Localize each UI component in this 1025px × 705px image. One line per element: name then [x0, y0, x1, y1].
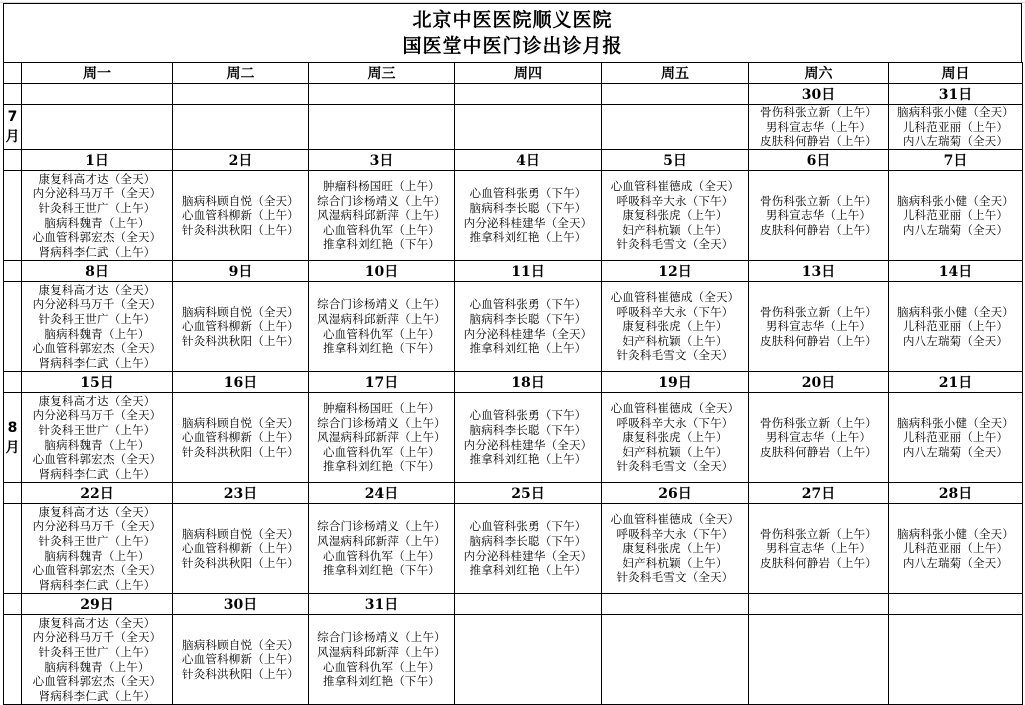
- doctor-schedule-entry: 呼吸科辛大永（下午）: [616, 526, 734, 541]
- doctor-schedule-entry: 综合门诊杨靖义（上午）: [317, 519, 446, 534]
- schedule-cell: [173, 171, 309, 261]
- date-cell: 9日: [173, 261, 309, 282]
- date-cell: [455, 594, 602, 615]
- doctor-schedule-entry: 综合门诊杨靖义（上午）: [317, 193, 446, 208]
- schedule-cell: [173, 393, 309, 483]
- schedule-row: [4, 282, 1023, 372]
- date-cell: 17日: [309, 372, 455, 393]
- doctor-schedule-entry: 内分泌科桂建华（全天）: [463, 437, 593, 452]
- doctor-schedule-entry: 康复科高才达（全天）: [38, 504, 156, 519]
- doctor-schedule-entry: 肾病科李仁武（上午）: [38, 355, 156, 370]
- doctor-schedule-entry: 推拿科刘红艳（上午）: [469, 341, 587, 356]
- doctor-schedule-entry: 推拿科刘红艳（上午）: [469, 452, 587, 467]
- date-cell: 25日: [455, 483, 602, 504]
- month-gutter: [4, 150, 22, 171]
- doctor-schedule-entry: 心血管科崔德成（全天）: [610, 290, 740, 305]
- doctor-schedule-entry: 脑病科张小健（全天）: [897, 415, 1014, 430]
- date-cell: 7日: [889, 150, 1023, 171]
- month-gutter: [4, 171, 22, 261]
- date-cell: [749, 594, 889, 615]
- doctor-schedule-entry: 风湿病科邱新萍（上午）: [317, 533, 446, 548]
- doctor-schedule-entry: 脑病科张小健（全天）: [897, 193, 1014, 208]
- doctor-schedule-entry: 内分泌科桂建华（全天）: [463, 215, 593, 230]
- schedule-row: [4, 105, 1023, 150]
- doctor-schedule-entry: 儿科范亚丽（上午）: [902, 319, 1009, 334]
- weekday-header-row: [4, 63, 1023, 84]
- doctor-schedule-entry: 皮肤科何静岩（上午）: [760, 333, 877, 348]
- schedule-cell: [22, 171, 173, 261]
- doctor-schedule-entry: 心血管科柳新（上午）: [182, 541, 299, 556]
- date-cell: 8日: [22, 261, 173, 282]
- doctor-schedule-entry: 康复科高才达（全天）: [38, 393, 156, 408]
- date-cell: 20日: [749, 372, 889, 393]
- doctor-schedule-entry: 骨伤科张立新（上午）: [760, 415, 877, 430]
- month-gutter: [4, 483, 22, 504]
- doctor-schedule-entry: 心血管科崔德成（全天）: [610, 179, 740, 194]
- doctor-schedule-entry: 脑病科张小健（全天）: [897, 105, 1014, 120]
- doctor-schedule-entry: 针灸科洪秋阳（上午）: [182, 666, 299, 681]
- doctor-schedule-entry: 脑病科顾自悦（全天）: [182, 415, 299, 430]
- date-row: [4, 483, 1023, 504]
- schedule-cell: [602, 504, 749, 594]
- date-cell: [889, 594, 1023, 615]
- schedule-cell: [173, 282, 309, 372]
- schedule-cell: [889, 615, 1023, 705]
- doctor-schedule-entry: 内八左瑞菊（全天）: [902, 555, 1009, 570]
- doctor-schedule-entry: 妇产科杭颖（上午）: [622, 555, 728, 570]
- doctor-schedule-entry: 骨伤科张立新（上午）: [760, 526, 877, 541]
- doctor-schedule-entry: 针灸科洪秋阳（上午）: [182, 333, 299, 348]
- schedule-cell: [455, 105, 602, 150]
- date-cell: 11日: [455, 261, 602, 282]
- date-row: [4, 261, 1023, 282]
- doctor-schedule-entry: 脑病科张小健（全天）: [897, 526, 1014, 541]
- doctor-schedule-entry: 内分泌科桂建华（全天）: [463, 548, 593, 563]
- schedule-cell: [602, 171, 749, 261]
- doctor-schedule-entry: 肾病科李仁武（上午）: [38, 688, 156, 703]
- schedule-cell: [173, 615, 309, 705]
- doctor-schedule-entry: 针灸科洪秋阳（上午）: [182, 555, 299, 570]
- doctor-schedule-entry: 风湿病科邱新萍（上午）: [317, 208, 446, 223]
- doctor-schedule-entry: 推拿科刘红艳（下午）: [323, 563, 440, 578]
- schedule-cell: [455, 393, 602, 483]
- doctor-schedule-entry: 内分泌科马万千（全天）: [32, 519, 162, 534]
- date-cell: 10日: [309, 261, 455, 282]
- doctor-schedule-entry: 综合门诊杨靖义（上午）: [317, 297, 446, 312]
- date-row: [4, 372, 1023, 393]
- doctor-schedule-entry: 心血管科仇军（上午）: [323, 659, 440, 674]
- doctor-schedule-entry: 针灸科毛雪文（全天）: [616, 348, 734, 363]
- month-gutter: [4, 504, 22, 594]
- schedule-cell: [889, 171, 1023, 261]
- month-gutter: [4, 84, 22, 105]
- month-gutter: [4, 393, 22, 483]
- schedule-cell: [309, 504, 455, 594]
- schedule-cell: [455, 171, 602, 261]
- date-cell: 2日: [173, 150, 309, 171]
- doctor-schedule-entry: 心血管科崔德成（全天）: [610, 401, 740, 416]
- doctor-schedule-entry: 康复科张虎（上午）: [622, 541, 728, 556]
- doctor-schedule-entry: 内八左瑞菊（全天）: [902, 222, 1009, 237]
- doctor-schedule-entry: 呼吸科辛大永（下午）: [616, 415, 734, 430]
- doctor-schedule-entry: 男科宣志华（上午）: [765, 208, 872, 223]
- schedule-cell: [455, 504, 602, 594]
- schedule-cell: [309, 282, 455, 372]
- doctor-schedule-entry: 脑病科李长聪（下午）: [469, 422, 587, 437]
- doctor-schedule-entry: 儿科范亚丽（上午）: [902, 430, 1009, 445]
- doctor-schedule-entry: 脑病科张小健（全天）: [897, 304, 1014, 319]
- doctor-schedule-entry: 心血管科张勇（下午）: [469, 408, 587, 423]
- doctor-schedule-entry: 康复科高才达（全天）: [38, 282, 156, 297]
- doctor-schedule-entry: 脑病科魏青（上午）: [44, 215, 150, 230]
- doctor-schedule-entry: 心血管科仇军（上午）: [323, 548, 440, 563]
- doctor-schedule-entry: 内八左瑞菊（全天）: [902, 134, 1009, 149]
- date-cell: [602, 594, 749, 615]
- schedule-cell: [602, 105, 749, 150]
- doctor-schedule-entry: 脑病科李长聪（下午）: [469, 311, 587, 326]
- doctor-schedule-entry: 针灸科毛雪文（全天）: [616, 237, 734, 252]
- gutter-cell: [4, 63, 22, 84]
- doctor-schedule-entry: 综合门诊杨靖义（上午）: [317, 415, 446, 430]
- doctor-schedule-entry: 心血管科仇军（上午）: [323, 222, 440, 237]
- date-cell: [602, 84, 749, 105]
- month-gutter: [4, 282, 22, 372]
- doctor-schedule-entry: 心血管科郭宏杰（全天）: [32, 341, 162, 356]
- doctor-schedule-entry: 妇产科杭颖（上午）: [622, 333, 728, 348]
- doctor-schedule-entry: 心血管科郭宏杰（全天）: [32, 563, 162, 578]
- doctor-schedule-entry: 心血管科柳新（上午）: [182, 319, 299, 334]
- schedule-cell: [22, 504, 173, 594]
- month-label-august: 8 月: [5, 419, 20, 456]
- doctor-schedule-entry: 心血管科柳新（上午）: [182, 208, 299, 223]
- date-cell: 27日: [749, 483, 889, 504]
- doctor-schedule-entry: 心血管科柳新（上午）: [182, 652, 299, 667]
- date-cell: 15日: [22, 372, 173, 393]
- schedule-cell: [889, 504, 1023, 594]
- date-row: [4, 594, 1023, 615]
- doctor-schedule-entry: 推拿科刘红艳（下午）: [323, 459, 440, 474]
- month-label-july: 7 月: [5, 109, 20, 145]
- hospital-name: 北京中医医院顺义医院: [412, 9, 613, 31]
- schedule-cell: [602, 282, 749, 372]
- month-gutter: [4, 105, 22, 150]
- date-cell: 6日: [749, 150, 889, 171]
- doctor-schedule-entry: 男科宣志华（上午）: [765, 430, 872, 445]
- schedule-cell: [749, 282, 889, 372]
- date-cell: 13日: [749, 261, 889, 282]
- doctor-schedule-entry: 针灸科王世广（上午）: [38, 200, 156, 215]
- schedule-cell: [889, 282, 1023, 372]
- doctor-schedule-entry: 脑病科顾自悦（全天）: [182, 526, 299, 541]
- doctor-schedule-entry: 骨伤科张立新（上午）: [760, 193, 877, 208]
- schedule-row: [4, 171, 1023, 261]
- schedule-cell: [22, 393, 173, 483]
- doctor-schedule-entry: 儿科范亚丽（上午）: [902, 208, 1009, 223]
- doctor-schedule-entry: 妇产科杭颖（上午）: [622, 222, 728, 237]
- doctor-schedule-entry: 男科宣志华（上午）: [765, 119, 872, 134]
- doctor-schedule-entry: 皮肤科何静岩（上午）: [760, 555, 877, 570]
- weekday-sun: 周日: [889, 63, 1023, 84]
- doctor-schedule-entry: 心血管科柳新（上午）: [182, 430, 299, 445]
- doctor-schedule-entry: 心血管科张勇（下午）: [469, 297, 587, 312]
- schedule-cell: [22, 615, 173, 705]
- doctor-schedule-entry: 风湿病科邱新萍（上午）: [317, 430, 446, 445]
- date-cell: 30日: [749, 84, 889, 105]
- title-block: [3, 3, 1022, 62]
- month-gutter: [4, 594, 22, 615]
- doctor-schedule-entry: 康复科张虎（上午）: [622, 208, 728, 223]
- date-cell: [22, 84, 173, 105]
- weekday-tue: 周二: [173, 63, 309, 84]
- doctor-schedule-entry: 推拿科刘红艳（上午）: [469, 230, 587, 245]
- date-cell: [173, 84, 309, 105]
- doctor-schedule-entry: 心血管科郭宏杰（全天）: [32, 674, 162, 689]
- date-cell: 12日: [602, 261, 749, 282]
- doctor-schedule-entry: 内八左瑞菊（全天）: [902, 444, 1009, 459]
- date-cell: 30日: [173, 594, 309, 615]
- date-cell: 23日: [173, 483, 309, 504]
- schedule-cell: [455, 282, 602, 372]
- date-cell: 14日: [889, 261, 1023, 282]
- schedule-cell: [22, 282, 173, 372]
- doctor-schedule-entry: 针灸科王世广（上午）: [38, 311, 156, 326]
- doctor-schedule-entry: 脑病科顾自悦（全天）: [182, 304, 299, 319]
- doctor-schedule-entry: 针灸科洪秋阳（上午）: [182, 444, 299, 459]
- month-gutter: [4, 372, 22, 393]
- weekday-fri: 周五: [602, 63, 749, 84]
- doctor-schedule-entry: 内分泌科马万千（全天）: [32, 408, 162, 423]
- doctor-schedule-entry: 内八左瑞菊（全天）: [902, 333, 1009, 348]
- date-cell: 16日: [173, 372, 309, 393]
- schedule-row: [4, 504, 1023, 594]
- doctor-schedule-entry: 肾病科李仁武（上午）: [38, 244, 156, 259]
- doctor-schedule-entry: 男科宣志华（上午）: [765, 541, 872, 556]
- doctor-schedule-entry: 妇产科杭颖（上午）: [622, 444, 728, 459]
- doctor-schedule-entry: 康复科张虎（上午）: [622, 319, 728, 334]
- date-cell: 31日: [309, 594, 455, 615]
- doctor-schedule-entry: 针灸科毛雪文（全天）: [616, 459, 734, 474]
- weekday-sat: 周六: [749, 63, 889, 84]
- schedule-cell: [309, 615, 455, 705]
- date-cell: [455, 84, 602, 105]
- schedule-cell: [22, 105, 173, 150]
- doctor-schedule-entry: 脑病科顾自悦（全天）: [182, 193, 299, 208]
- date-cell: 28日: [889, 483, 1023, 504]
- month-gutter: [4, 261, 22, 282]
- doctor-schedule-entry: 针灸科洪秋阳（上午）: [182, 222, 299, 237]
- doctor-schedule-entry: 针灸科毛雪文（全天）: [616, 570, 734, 585]
- date-cell: 18日: [455, 372, 602, 393]
- weekday-wed: 周三: [309, 63, 455, 84]
- schedule-cell: [749, 393, 889, 483]
- schedule-cell: [749, 615, 889, 705]
- doctor-schedule-entry: 推拿科刘红艳（下午）: [323, 674, 440, 689]
- month-gutter: [4, 615, 22, 705]
- schedule-cell: [602, 393, 749, 483]
- doctor-schedule-entry: 康复科高才达（全天）: [38, 615, 156, 630]
- doctor-schedule-entry: 男科宣志华（上午）: [765, 319, 872, 334]
- doctor-schedule-entry: 内分泌科桂建华（全天）: [463, 326, 593, 341]
- schedule-cell: [455, 615, 602, 705]
- doctor-schedule-entry: 儿科范亚丽（上午）: [902, 541, 1009, 556]
- doctor-schedule-entry: 肾病科李仁武（上午）: [38, 577, 156, 592]
- doctor-schedule-entry: 骨伤科张立新（上午）: [760, 304, 877, 319]
- doctor-schedule-entry: 内分泌科马万千（全天）: [32, 630, 162, 645]
- doctor-schedule-entry: 脑病科魏青（上午）: [44, 437, 150, 452]
- schedule-cell: [749, 171, 889, 261]
- date-cell: 31日: [889, 84, 1023, 105]
- doctor-schedule-entry: 肾病科李仁武（上午）: [38, 466, 156, 481]
- schedule-cell: [173, 105, 309, 150]
- schedule-cell: [602, 615, 749, 705]
- schedule-row: [4, 393, 1023, 483]
- doctor-schedule-entry: 心血管科郭宏杰（全天）: [32, 452, 162, 467]
- doctor-schedule-entry: 脑病科魏青（上午）: [44, 548, 150, 563]
- date-row: [4, 150, 1023, 171]
- date-cell: 1日: [22, 150, 173, 171]
- doctor-schedule-entry: 皮肤科何静岩（上午）: [760, 222, 877, 237]
- date-cell: [309, 84, 455, 105]
- date-cell: 4日: [455, 150, 602, 171]
- doctor-schedule-entry: 脑病科李长聪（下午）: [469, 533, 587, 548]
- doctor-schedule-entry: 皮肤科何静岩（上午）: [760, 134, 877, 149]
- date-row: [4, 84, 1023, 105]
- doctor-schedule-entry: 脑病科李长聪（下午）: [469, 200, 587, 215]
- schedule-cell: [749, 504, 889, 594]
- schedule-row: [4, 615, 1023, 705]
- calendar-table: [3, 62, 1023, 705]
- date-cell: 24日: [309, 483, 455, 504]
- doctor-schedule-entry: 推拿科刘红艳（下午）: [323, 341, 440, 356]
- doctor-schedule-entry: 心血管科仇军（上午）: [323, 326, 440, 341]
- doctor-schedule-entry: 风湿病科邱新萍（上午）: [317, 311, 446, 326]
- doctor-schedule-entry: 风湿病科邱新萍（上午）: [317, 644, 446, 659]
- schedule-cell: [749, 105, 889, 150]
- doctor-schedule-entry: 心血管科郭宏杰（全天）: [32, 230, 162, 245]
- date-cell: 3日: [309, 150, 455, 171]
- weekday-mon: 周一: [22, 63, 173, 84]
- doctor-schedule-entry: 呼吸科辛大永（下午）: [616, 304, 734, 319]
- doctor-schedule-entry: 肿瘤科杨国旺（上午）: [323, 179, 440, 194]
- doctor-schedule-entry: 心血管科崔德成（全天）: [610, 512, 740, 527]
- doctor-schedule-entry: 内分泌科马万千（全天）: [32, 297, 162, 312]
- doctor-schedule-entry: 心血管科张勇（下午）: [469, 186, 587, 201]
- doctor-schedule-entry: 综合门诊杨靖义（上午）: [317, 630, 446, 645]
- date-cell: 5日: [602, 150, 749, 171]
- doctor-schedule-entry: 心血管科仇军（上午）: [323, 444, 440, 459]
- schedule-cell: [889, 393, 1023, 483]
- doctor-schedule-entry: 脑病科魏青（上午）: [44, 659, 150, 674]
- date-cell: 26日: [602, 483, 749, 504]
- doctor-schedule-entry: 针灸科王世广（上午）: [38, 422, 156, 437]
- doctor-schedule-entry: 脑病科魏青（上午）: [44, 326, 150, 341]
- doctor-schedule-entry: 康复科张虎（上午）: [622, 430, 728, 445]
- doctor-schedule-entry: 推拿科刘红艳（上午）: [469, 563, 587, 578]
- doctor-schedule-entry: 儿科范亚丽（上午）: [902, 119, 1009, 134]
- schedule-cell: [889, 105, 1023, 150]
- date-cell: 19日: [602, 372, 749, 393]
- schedule-cell: [309, 393, 455, 483]
- doctor-schedule-entry: 康复科高才达（全天）: [38, 171, 156, 186]
- schedule-cell: [309, 171, 455, 261]
- date-cell: 22日: [22, 483, 173, 504]
- date-cell: 29日: [22, 594, 173, 615]
- report-title: 国医堂中医门诊出诊月报: [402, 35, 623, 57]
- doctor-schedule-entry: 骨伤科张立新（上午）: [760, 105, 877, 120]
- doctor-schedule-entry: 针灸科王世广（上午）: [38, 644, 156, 659]
- doctor-schedule-entry: 脑病科顾自悦（全天）: [182, 637, 299, 652]
- schedule-cell: [309, 105, 455, 150]
- doctor-schedule-entry: 心血管科张勇（下午）: [469, 519, 587, 534]
- doctor-schedule-entry: 呼吸科辛大永（下午）: [616, 193, 734, 208]
- doctor-schedule-entry: 肿瘤科杨国旺（上午）: [323, 401, 440, 416]
- date-cell: 21日: [889, 372, 1023, 393]
- doctor-schedule-entry: 推拿科刘红艳（下午）: [323, 237, 440, 252]
- doctor-schedule-entry: 针灸科王世广（上午）: [38, 533, 156, 548]
- doctor-schedule-entry: 内分泌科马万千（全天）: [32, 186, 162, 201]
- weekday-thu: 周四: [455, 63, 602, 84]
- doctor-schedule-entry: 皮肤科何静岩（上午）: [760, 444, 877, 459]
- schedule-cell: [173, 504, 309, 594]
